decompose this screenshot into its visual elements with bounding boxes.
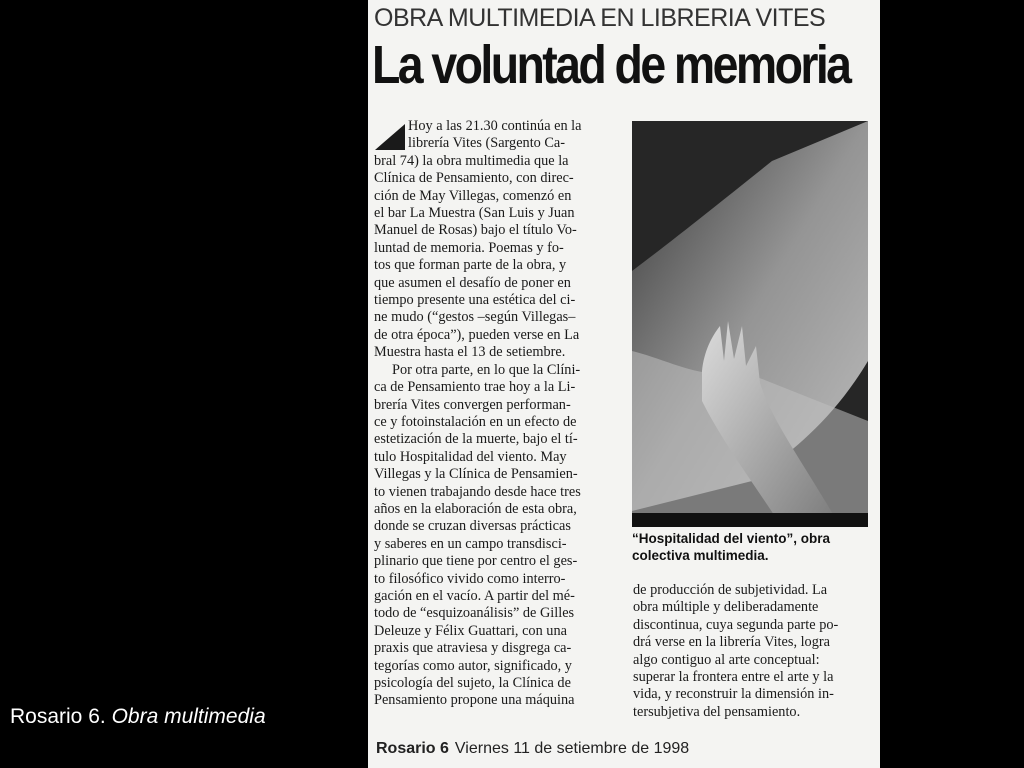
text-line: plinario que tiene por centro el ges- bbox=[374, 553, 578, 570]
article-kicker: OBRA MULTIMEDIA EN LIBRERIA VITES bbox=[374, 4, 826, 32]
text-line: Muestra hasta el 13 de setiembre. bbox=[374, 344, 566, 361]
text-line: que asumen el desafío de poner en bbox=[374, 274, 571, 291]
text-line: luntad de memoria. Poemas y fo- bbox=[374, 239, 564, 256]
text-line: ca de Pensamiento trae hoy a la Li- bbox=[374, 379, 576, 396]
newspaper-clipping bbox=[368, 0, 880, 768]
hand-photo-image bbox=[632, 121, 868, 527]
text-line: tegorías como autor, significado, y bbox=[374, 657, 572, 674]
article-headline: La voluntad de memoria bbox=[372, 35, 850, 95]
text-line: algo contiguo al arte conceptual: bbox=[633, 651, 820, 668]
text-line: el bar La Muestra (San Luis y Juan bbox=[374, 205, 575, 222]
text-line: to filosófico vivido como interro- bbox=[374, 570, 566, 587]
text-line: de otra época”), pueden verse en La bbox=[374, 326, 580, 343]
page-footer bbox=[376, 740, 689, 758]
text-line: y saberes en un campo transdisci- bbox=[374, 535, 567, 552]
text-line: obra múltiple y deliberadamente bbox=[633, 599, 819, 616]
article-photo bbox=[632, 121, 868, 527]
footer-paper-name: Rosario 6 bbox=[376, 740, 449, 757]
text-line: Pensamiento propone una máquina bbox=[374, 692, 575, 709]
slide-caption bbox=[10, 705, 266, 729]
text-line: librería Vites (Sargento Ca- bbox=[408, 135, 566, 152]
article-column-1 bbox=[374, 118, 619, 710]
slide-caption-title: Obra multimedia bbox=[111, 705, 266, 728]
text-line: tiempo presente una estética del ci- bbox=[374, 292, 576, 309]
text-line: Deleuze y Félix Guattari, con una bbox=[374, 622, 567, 639]
text-line: Por otra parte, en lo que la Clíni- bbox=[392, 361, 581, 378]
footer-date: Viernes 11 de setiembre de 1998 bbox=[454, 740, 690, 757]
text-line: ne mudo (“gestos –según Villegas– bbox=[374, 309, 576, 326]
text-line: de producción de subjetividad. La bbox=[633, 582, 828, 598]
text-line: ción de May Villegas, comenzó en bbox=[374, 187, 572, 204]
text-line: Manuel de Rosas) bajo el título Vo- bbox=[374, 222, 577, 239]
text-line: todo de “esquizoanálisis” de Gilles bbox=[374, 605, 575, 622]
text-line: tulo Hospitalidad del viento. May bbox=[374, 448, 567, 465]
text-line: to vienen trabajando desde hace tres bbox=[374, 483, 581, 500]
text-line: psicología del sujeto, la Clínica de bbox=[374, 675, 571, 691]
text-line: estetización de la muerte, bajo el tí- bbox=[374, 431, 578, 448]
text-line: años en la elaboración de esta obra, bbox=[374, 500, 577, 517]
text-line: tersubjetiva del pensamiento. bbox=[633, 703, 801, 720]
text-line: superar la frontera entre el arte y la bbox=[633, 669, 834, 686]
article-column-2 bbox=[633, 582, 873, 721]
text-line: Clínica de Pensamiento, con direc- bbox=[374, 170, 574, 187]
slide-caption-prefix: Rosario 6. bbox=[10, 705, 106, 728]
text-line: donde se cruzan diversas prácticas bbox=[374, 518, 571, 535]
text-line: tos que forman parte de la obra, y bbox=[374, 257, 567, 274]
text-line: bral 74) la obra multimedia que la bbox=[374, 152, 569, 169]
photo-caption: “Hospitalidad del viento”, obra colectiva multimedia. bbox=[632, 531, 831, 563]
text-line: Villegas y la Clínica de Pensamien- bbox=[374, 466, 578, 483]
text-line: vida, y reconstruir la dimensión in- bbox=[633, 686, 834, 703]
text-line: Hoy a las 21.30 continúa en la bbox=[408, 118, 582, 134]
text-line: brería Vites convergen performan- bbox=[374, 396, 571, 413]
text-line: drá verse en la librería Vites, logra bbox=[633, 634, 830, 651]
text-line: discontinua, cuya segunda parte po- bbox=[633, 616, 839, 633]
text-line: ce y fotoinstalación en un efecto de bbox=[374, 413, 577, 430]
text-line: praxis que atraviesa y disgrega ca- bbox=[374, 640, 572, 657]
text-line: gación en el vacío. A partir del mé- bbox=[374, 587, 575, 604]
